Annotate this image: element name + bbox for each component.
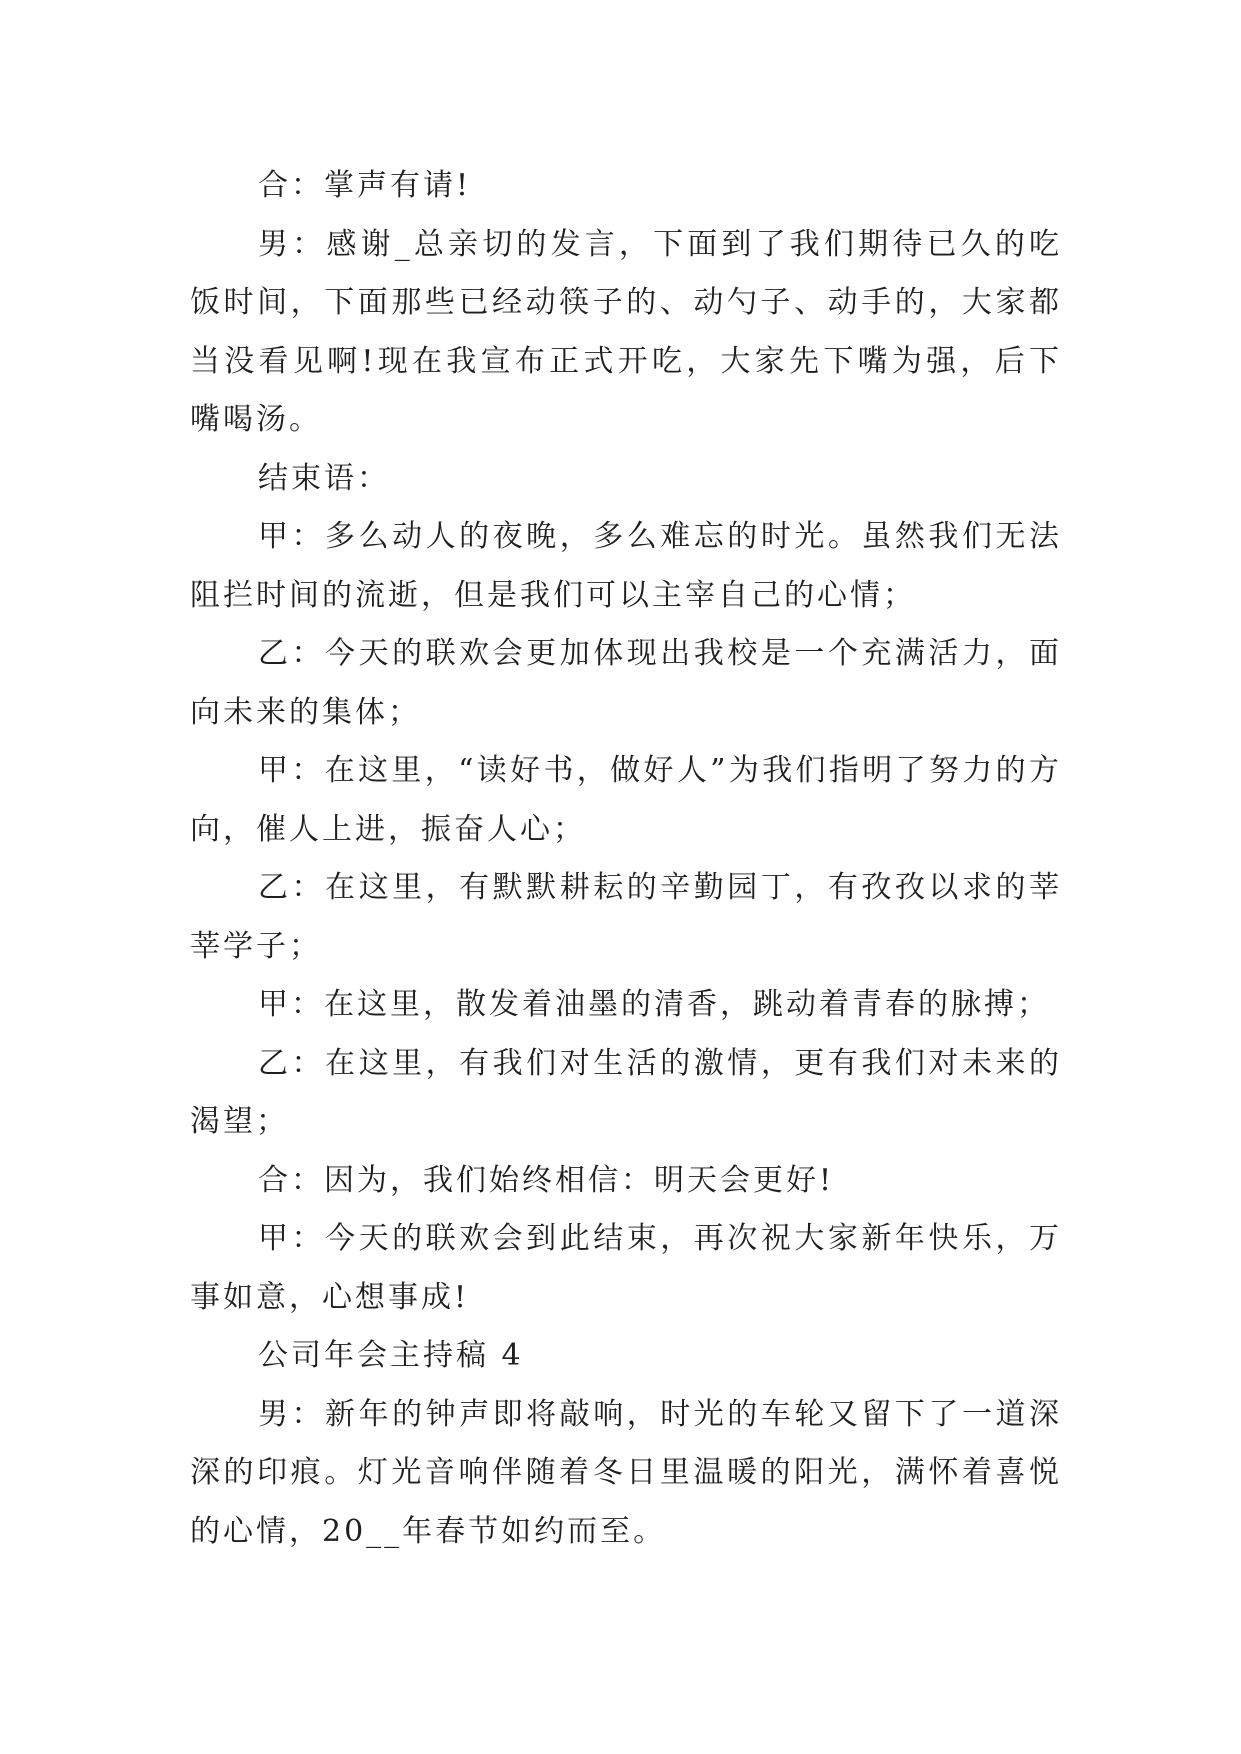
paragraph-chorus-believe: 合：因为，我们始终相信：明天会更好! [258,1162,835,1198]
paragraph-a-direction: 甲：在这里，“读好书，做好人”为我们指明了努力的方向，催人上进，振奋人心； [190,753,1062,847]
paragraph-closing-heading: 结束语： [258,460,390,496]
paragraph-b-passion: 乙：在这里，有我们对生活的激情，更有我们对未来的渴望； [190,1045,1062,1139]
paragraph-a-ink: 甲：在这里，散发着油墨的清香，跳动着青春的脉搏； [258,987,1050,1022]
paragraph-chorus-applause: 合：掌声有请! [258,168,472,203]
paragraph-a-evening: 甲：多么动人的夜晚，多么难忘的时光。虽然我们无法阻拦时间的流逝，但是我们可以主宰自己的心情； [190,519,1062,613]
paragraph-b-party: 乙：今天的联欢会更加体现出我校是一个充满活力，面向未来的集体； [190,636,1062,730]
paragraph-b-teachers: 乙：在这里，有默默耕耘的辛勤园丁，有孜孜以求的莘莘学子； [190,870,1062,964]
paragraph-male-dinner: 男：感谢_总亲切的发言，下面到了我们期待已久的吃饭时间，下面那些已经动筷子的、动勺子、动手的，大家都当没看见啊!现在我宣布正式开吃，大家先下嘴为强，后下嘴喝汤。 [190,226,1062,437]
paragraph-a-ending: 甲：今天的联欢会到此结束，再次祝大家新年快乐，万事如意，心想事成! [190,1221,1062,1315]
document-body [190,157,1062,1561]
section-heading: 公司年会主持稿 4 [258,1338,524,1373]
paragraph-male-newyear: 男：新年的钟声即将敲响，时光的车轮又留下了一道深深的印痕。灯光音响伴随着冬日里温暖的阳光，满怀着喜悦的心情，20__年春节如约而至。 [190,1396,1062,1549]
